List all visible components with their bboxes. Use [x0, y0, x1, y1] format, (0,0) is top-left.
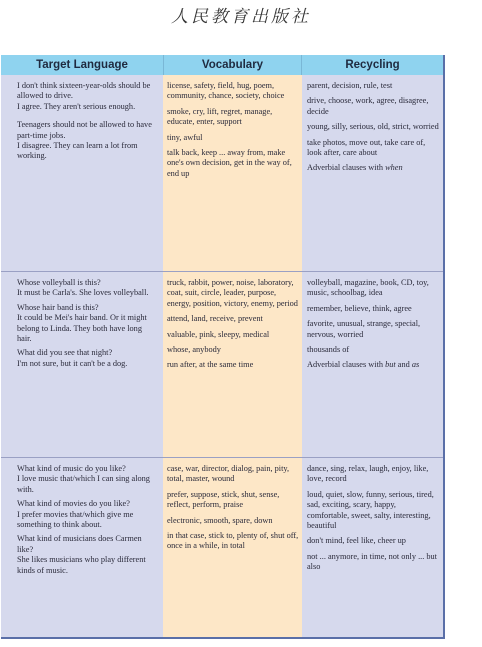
header-target-language: Target Language [1, 55, 163, 75]
row3-recycling-line: don't mind, feel like, cheer up [307, 536, 406, 546]
row3-vocab-line: prefer, suppose, stick, shut, sense, reflect, perform, praise [167, 489, 280, 510]
row3-target-line: I love music that/which I can sing along with. [17, 474, 150, 494]
row1-recycling-line: drive, choose, work, agree, disagree, decide [307, 96, 429, 116]
row1-target-line: I don't think sixteen-year-olds should be allowed to drive. [17, 81, 151, 101]
row2-target-line: What did you see that night? [17, 348, 113, 358]
row3-target-line: She likes musicians who play different kinds of music. [17, 555, 146, 575]
row1-adverbial-clauses [307, 163, 440, 173]
adverbial-prefix: Adverbial clauses with [307, 360, 386, 370]
row2-target-line: I'm not sure, but it can't be a dog. [17, 358, 128, 368]
adverbial-connector: and [395, 360, 412, 370]
row2-target-line: It could be Mei's hair band. Or it might belong to Linda. They both have long hair. [17, 313, 147, 344]
row2-vocab-line: attend, land, receive, prevent [167, 314, 263, 324]
adverbial-word: but [385, 360, 396, 370]
row1-recycling-line: take photos, move out, take care of, look after, care about [307, 137, 426, 158]
row2-recycling-line: remember, believe, think, agree [307, 303, 412, 313]
row2-target-line: Whose volleyball is this? [17, 278, 101, 287]
row1-vocabulary-cell [163, 75, 302, 272]
row2-recycling-line: favorite, unusual, strange, special, nervous, worried [307, 319, 421, 339]
row2-target-line: Whose hair band is this? [17, 302, 99, 312]
adverbial-prefix: Adverbial clauses with [307, 163, 386, 173]
row1-recycling-cell [302, 75, 443, 272]
row2-recycling-line: thousands of [307, 345, 350, 355]
adverbial-word: as [411, 360, 420, 370]
row1-recycling-line: parent, decision, rule, test [307, 81, 393, 90]
row1-vocab-line: smoke, cry, lift, regret, manage, educate, enter, support [167, 106, 273, 127]
row2-vocab-line: whose, anybody [167, 345, 221, 355]
row3-recycling-line: loud, quiet, slow, funny, serious, tired, sad, exciting, scary, happy, comfortable, sweet, salty, interesting, beautiful [307, 489, 434, 531]
row3-target-line: What kind of music do you like? [17, 464, 126, 473]
row3-target-line: What kind of movies do you like? [17, 499, 130, 509]
row2-vocab-line: truck, rabbit, power, noise, laboratory, coat, suit, circle, leader, purpose, energy, position, victory, enemy, period [167, 278, 298, 308]
row2-recycling-line: volleyball, magazine, book, CD, toy, music, schoolbag, idea [307, 278, 429, 298]
row2-recycling-cell [302, 272, 443, 458]
unit-summary-table [1, 55, 445, 639]
row1-target-line: I agree. They aren't serious enough. [17, 101, 136, 111]
row1-target-line: Teenagers should not be allowed to have part-time jobs. [17, 120, 152, 140]
row1-vocab-line: license, safety, field, hug, poem, community, chance, society, choice [167, 81, 285, 101]
row3-recycling-line: dance, sing, relax, laugh, enjoy, like, love, record [307, 464, 429, 484]
adverbial-word: when [385, 163, 403, 173]
row1-target-line: I disagree. They can learn a lot from working. [17, 141, 138, 161]
row3-recycling-cell [302, 458, 443, 637]
row3-target-line: I prefer movies that/which give me something to think about. [17, 509, 134, 530]
row3-target-line: What kind of musicians does Carmen like? [17, 534, 142, 554]
publisher-logo: 人民教育出版社 [171, 7, 311, 27]
row2-vocab-line: valuable, pink, sleepy, medical [167, 329, 270, 339]
row3-vocab-line: case, war, director, dialog, pain, pity, total, master, wound [167, 464, 290, 484]
row2-target-cell [1, 272, 163, 458]
row2-target-line: It must be Carla's. She loves volleyball. [17, 288, 149, 298]
row1-vocab-line: tiny, awful [167, 132, 203, 142]
row1-recycling-line: young, silly, serious, old, strict, worried [307, 122, 439, 132]
header-recycling: Recycling [302, 55, 443, 75]
row2-vocabulary-cell [163, 272, 302, 458]
row3-vocabulary-cell [163, 458, 302, 637]
row1-target-cell [1, 75, 163, 272]
header-vocabulary: Vocabulary [163, 55, 302, 75]
row3-recycling-line: not ... anymore, in time, not only ... but also [307, 551, 437, 572]
row3-vocab-line: electronic, smooth, spare, down [167, 515, 273, 525]
row2-adverbial-clauses [307, 360, 440, 370]
row1-vocab-line: talk back, keep ... away from, make one's own decision, get in the way of, end up [167, 148, 292, 178]
row3-target-cell [1, 458, 163, 637]
row2-vocab-line: run after, at the same time [167, 360, 254, 370]
row3-vocab-line: in that case, stick to, plenty of, shut off, once in a while, in total [167, 531, 299, 551]
